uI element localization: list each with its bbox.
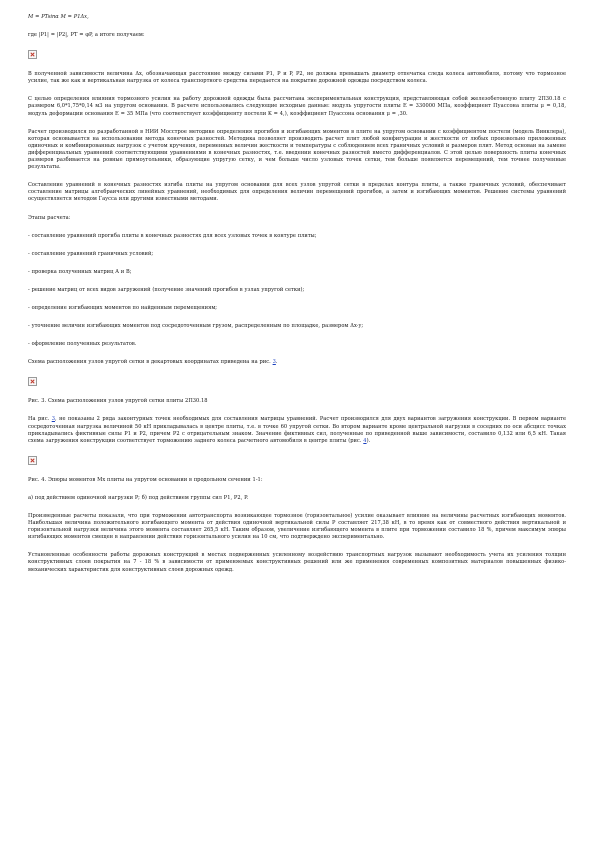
- figure-3-link[interactable]: 3: [272, 359, 276, 366]
- para-5-pre: На рис.: [28, 416, 50, 423]
- image-placeholder-1: [28, 50, 37, 59]
- paragraph-6: Произведенные расчеты показали, что при торможении автотранспорта возникающее тормозное (горизонтальное) усилие оказывает влияние на величины расчетных изгибающих моментов. Наибольшая величина положительного изгибающего момента от действия одиночной вертикальной силы P составляет 217,38 кН, в то время как от совместного действия вертикальной и горизонтальной нагрузки величина этого момента составляет 265,5 кН. Таким образом, увеличение изгибающего момента в плите при торможении составило 18 %, причем максимум эпюры изгибающих моментов смещен в направлении действия горизонтального усилия на 10 см, что подтверждено экспериментально.: [28, 513, 566, 541]
- image-placeholder-3: [28, 456, 37, 465]
- paragraph-3: Расчет производился по разработанной в НИИ Мосстрое методике определения прогибов и изгибающих моментов в плите на упругом основании с коэффициентом постели (модель Винклера), которая основывается на использовании метода конечных разностей. Методика позволяет производить расчет плит любой конфигурации и жесткости от любых произвольно приложенных одиночных и комбинированных нагрузок с учетом кручения, переменных величин жесткости и температуры с соблюдением всех граничных условий и размеров плит. Метод основан на замене дифференциальных уравнений соответствующими уравнениями в конечных разностях, т.е. введении конечных разностей вместо дифференциалов. С этой целью поверхность плиты конечных размеров разбивается на ровные прямоугольники, образующие упругую сетку, и чем больше число узловых точек сетки, тем больше появляется перемещений, тем точнее полученные результаты.: [28, 128, 566, 171]
- para-5-mid: , не показаны 2 ряда законтурных точек необходимых для составления матрицы уравнений. Расчет производился для двух вариантов загружения конструкции. В первом варианте сосредоточенная нагрузка величиной 50 кН прикладывалась в центре плиты, т.е. в точке 60 упругой сетки. Во втором варианте кроме центральной нагрузки в соседних по оси абсцисс точках прикладывались фиктивные силы P1 и P2, причем P2 с отрицательным знаком. Значение фиктивных сил, полученные по приведенной выше зависимости, составило 0,132 или 6,5 кН. Такая схема загружения конструкции соответствует торможению заднего колеса расчетного автомобиля в центре плиты (рис.: [28, 416, 566, 444]
- scheme-text: Схема расположения узлов упругой сетки в декартовых координатах приведена на рис.: [28, 359, 271, 366]
- scheme-paragraph: [28, 359, 566, 366]
- paragraph-4: Составление уравнений в конечных разностях изгиба плиты на упругом основании для всех узлов упругой сетки в пределах контура плиты, а также граничных условий, обеспечивает составление матрицы алгебраических линейных уравнений, необходимых для определения величин перемещений прогибов, а затем и изгибающих моментов. Решение системы уравнений осуществляется методом Гаусса или другими известными методами.: [28, 182, 566, 203]
- stages-title: Этапы расчета:: [28, 214, 71, 221]
- stage-item: - составление уравнений граничных условий;: [28, 250, 154, 257]
- document-page: [28, 14, 566, 585]
- stage-item: - решение матриц от всех видов загружений (получение значений прогибов в узлах упругой сетки);: [28, 286, 305, 293]
- para-5-end: ).: [366, 437, 371, 444]
- paragraph-2: С целью определения влияния тормозного усилия на работу дорожной одежды была рассчитана экспериментальная конструкция, представляющая собой железобетонную плиту 2П30.18 с размером 6,0*1,75*0,14 м3 на упругом основании. В расчете использовались следующие исходные данные: модуль упругости плиты E = 330000 МПа, коэффициент Пуассона плиты μ = 0,18, модуль деформации основания E = 35 МПа (что соответствует коэффициенту постели K = 4,), коэффициент Пуассона основания μ = ,30.: [28, 96, 566, 117]
- paragraph-5: [28, 416, 566, 444]
- figure-4-link[interactable]: 4: [363, 437, 367, 444]
- paragraph-1: В полученной зависимости величина Δx, обозначающая расстояние между силами P1, P и P, P2, не должна превышать диаметр отпечатка следа колеса автомобиля, потому что тормозное усилие, так же как и вертикальная нагрузка от колеса транспортного средства передается на покрытие дорожной одежды посредством колеса.: [28, 71, 566, 85]
- image-placeholder-2: [28, 377, 37, 386]
- broken-image-icon: [28, 456, 566, 477]
- stage-item: - проверка полученных матриц A и B;: [28, 268, 132, 275]
- where-line: где |P1| = |P2|, PT = φP, а итоге получаем:: [28, 32, 145, 39]
- figure-3-link[interactable]: 3: [51, 416, 55, 423]
- formula: M = PTsinα M = P1Δx,: [28, 14, 89, 20]
- broken-image-icon: [28, 50, 566, 71]
- stage-item: - составление уравнений прогиба плиты в конечных разностях для всех узловых точек в контуре плиты;: [28, 232, 317, 239]
- stage-item: - оформление полученных результатов.: [28, 341, 137, 348]
- scheme-end: .: [275, 359, 278, 366]
- broken-image-icon: [28, 377, 566, 398]
- paragraph-7: Установленные особенности работы дорожных конструкций в местах подверженных усиленному воздействию транспортных нагрузок вызывают необходимость учета их усиления толщин конструктивных слоев покрытия на 7 - 18 % в зависимости от применяемых конструктивных решений или же применения современных композитных материалов повышенных физико-механических характеристик для конструктивных слоев дорожных одежд.: [28, 552, 566, 573]
- stage-item: - уточнение величин изгибающих моментов под сосредоточенным грузом, распределенным по площадке, размером Δx·y;: [28, 323, 364, 330]
- stage-item: - определение изгибающих моментов по найденным перемещениям;: [28, 304, 218, 311]
- figure-4-caption: Рис. 4. Эпюры моментов Mx плиты на упругом основании в продольном сечении 1-1:: [28, 476, 263, 483]
- figure-4-caption-sub: а) под действием одиночной нагрузки P; б) под действием группы сил P1, P2, P.: [28, 494, 249, 501]
- figure-3-caption: Рис. 3. Схема расположения узлов упругой сетки плиты 2П30.18: [28, 398, 208, 405]
